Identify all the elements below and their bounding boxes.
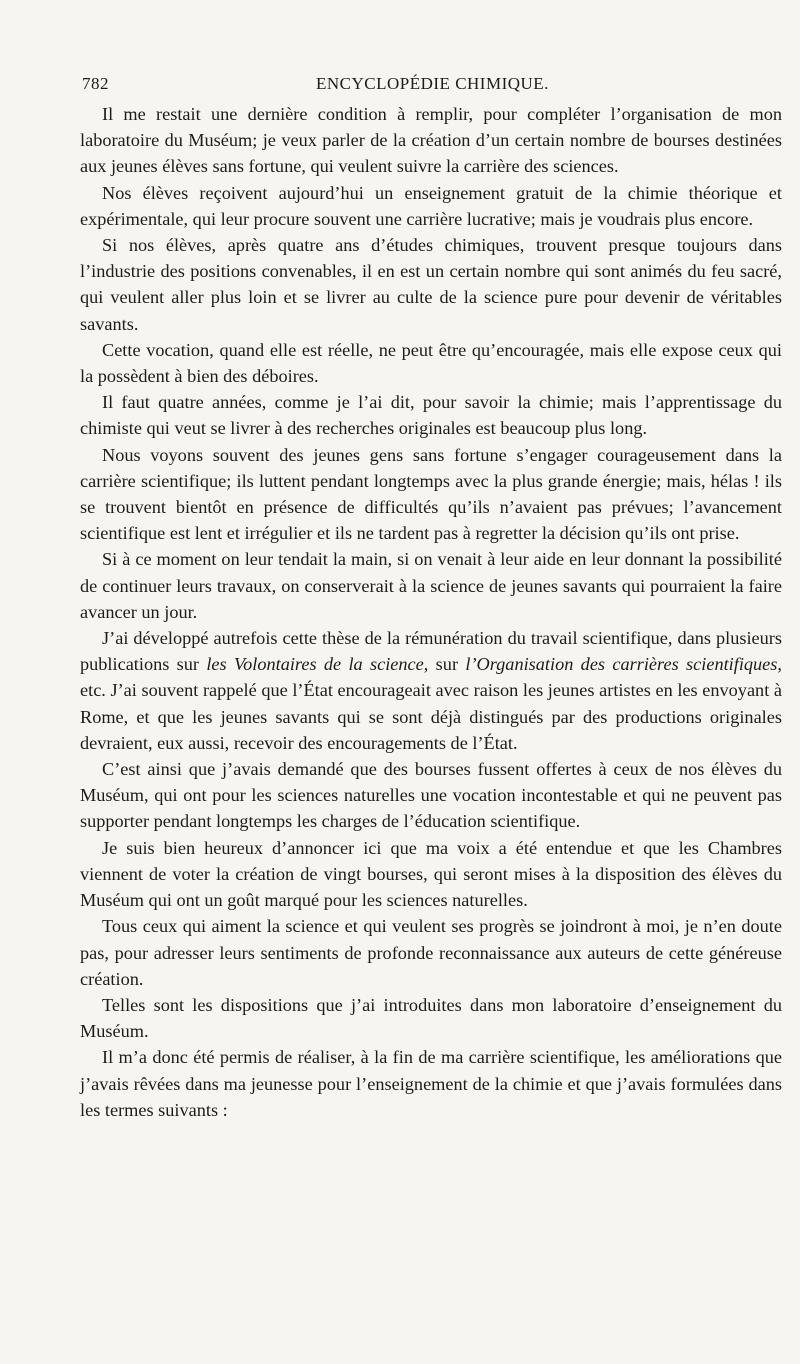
paragraph-text-after: , etc. J’ai souvent rappelé que l’État encourageait avec raison les jeunes artistes en les envoyant à Rome, et que les jeunes savants qui se sont déjà distingués par des productions originales devraient, eux aussi, recevoir des encouragements de l’État. [80, 654, 782, 753]
paragraph-text-before: J’ai développé autrefois cette thèse de la rémunération du travail scientifique, dans plusieurs publications sur [80, 628, 782, 675]
paragraph: Si nos élèves, après quatre ans d’études chimiques, trouvent presque toujours dans l’industrie des positions convenables, il en est un certain nombre qui sont animés du feu sacré, qui veulent aller plus loin et se livrer au culte de la science pure pour devenir de véritables savants. [80, 235, 782, 334]
paragraph: Telles sont les dispositions que j’ai introduites dans mon laboratoire d’enseignement du Muséum. [80, 994, 782, 1042]
running-header [80, 74, 780, 100]
paragraph-with-titles [80, 625, 782, 756]
publication-title: l’Organisation des carrières scientifiques [465, 654, 778, 675]
paragraph: Cette vocation, quand elle est réelle, ne peut être qu’encouragée, mais elle expose ceux qui la possèdent à bien des déboires. [80, 339, 782, 387]
paragraph: Nos élèves reçoivent aujourd’hui un enseignement gratuit de la chimie théorique et expérimentale, qui leur procure souvent une carrière lucrative; mais je voudrais plus encore. [80, 182, 782, 229]
paragraph: Si à ce moment on leur tendait la main, si on venait à leur aide en leur donnant la possibilité de continuer leurs travaux, on conserverait à la science de jeunes savants qui pourraient la faire avancer un jour. [80, 549, 782, 622]
paragraph: Je suis bien heureux d’annoncer ici que ma voix a été entendue et que les Chambres viennent de voter la création de vingt bourses, qui seront mises à la disposition des élèves du Muséum qui ont un goût marqué pour les sciences naturelles. [80, 837, 782, 911]
publication-title: les Volontaires de la science [206, 654, 424, 675]
paragraph: Nous voyons souvent des jeunes gens sans fortune s’engager courageusement dans la carrière scientifique; ils luttent pendant longtemps avec la plus grande énergie; mais, hélas ! ils se trouvent bientôt en présence de difficultés qu’ils n’avaient pas prévues; l’avancement scientifique est lent et irrégulier et ils ne tardent pas à regretter la décision qu’ils ont prise. [80, 444, 782, 544]
body-text [80, 101, 782, 1123]
paragraph: Tous ceux qui aiment la science et qui veulent ses progrès se joindront à moi, je n’en doute pas, pour adresser leurs sentiments de profonde reconnaissance aux auteurs de cette généreuse création. [80, 916, 782, 989]
page-number: 782 [82, 74, 109, 93]
paragraph: Il faut quatre années, comme je l’ai dit, pour savoir la chimie; mais l’apprentissage du chimiste qui veut se livrer à des recherches originales est beaucoup plus long. [80, 392, 782, 439]
paragraph: C’est ainsi que j’avais demandé que des bourses fussent offertes à ceux de nos élèves du Muséum, qui ont pour les sciences naturelles une vocation incontestable et qui ne peuvent pas supporter pendant longtemps les charges de l’éducation scientifique. [80, 759, 782, 832]
paragraph: Il me restait une dernière condition à remplir, pour compléter l’organisation de mon laboratoire du Muséum; je veux parler de la création d’un certain nombre de bourses destinées aux jeunes élèves sans fortune, qui veulent suivre la carrière des sciences. [80, 104, 782, 177]
paragraph-text-middle: , sur [423, 654, 466, 675]
paragraph: Il m’a donc été permis de réaliser, à la fin de ma carrière scientifique, les améliorations que j’avais rêvées dans ma jeunesse pour l’enseignement de la chimie et que j’avais formulées dans les termes suivants : [80, 1047, 782, 1120]
running-title: ENCYCLOPÉDIE CHIMIQUE. [316, 74, 549, 93]
